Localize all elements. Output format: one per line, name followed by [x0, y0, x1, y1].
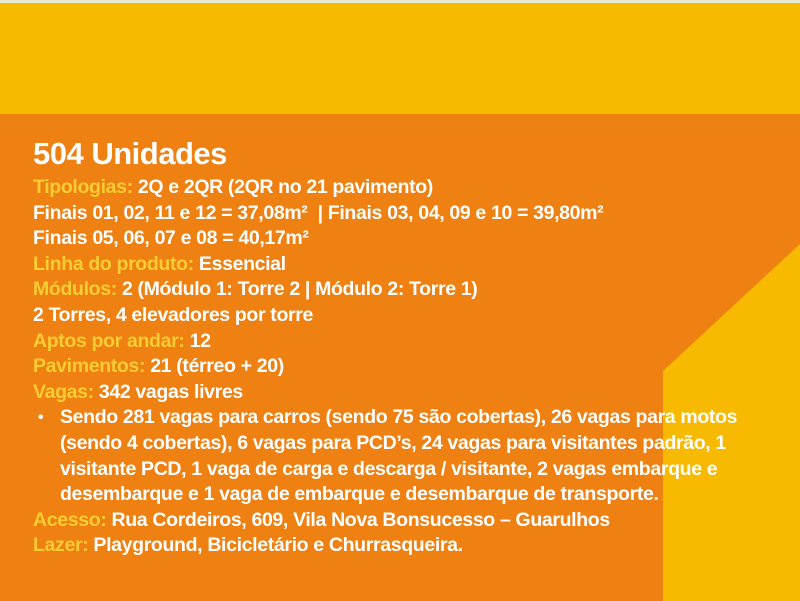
field-label: Linha do produto: [33, 252, 194, 275]
top-yellow-band [0, 3, 800, 114]
spec-content [33, 136, 763, 559]
spec-line-torres [33, 303, 763, 329]
field-value: 342 vagas livres [98, 380, 243, 403]
field-value: Finais 01, 02, 11 e 12 = 37,08m² | Finais 03, 04, 09 e 10 = 39,80m² [33, 201, 604, 224]
bullet-marker: • [38, 409, 44, 427]
field-value: Rua Cordeiros, 609, Vila Nova Bonsucesso – Guarulhos [111, 508, 610, 531]
spec-line-lazer [33, 533, 763, 559]
spec-line-tipologias [33, 175, 763, 201]
field-value: Finais 05, 06, 07 e 08 = 40,17m² [33, 227, 309, 250]
field-label: Aptos por andar: [33, 329, 185, 352]
spec-line-pavimentos [33, 354, 763, 380]
field-value: 2Q e 2QR (2QR no 21 pavimento) [137, 176, 433, 198]
field-value: 2 Torres, 4 elevadores por torre [33, 303, 313, 326]
field-value: Playground, Bicicletário e Churrasqueira. [93, 534, 463, 557]
spec-line-finais-b [33, 226, 763, 252]
bullet-item-vagas-detail [33, 405, 763, 507]
field-label: Pavimentos: [33, 355, 146, 378]
field-label: Tipologias: [33, 176, 133, 198]
field-value: 2 (Módulo 1: Torre 2 | Módulo 2: Torre 1) [121, 278, 478, 301]
spec-line-vagas [33, 380, 763, 406]
field-value: 12 [189, 329, 211, 352]
field-value: Essencial [198, 252, 286, 275]
page-title: 504 Unidades [33, 136, 227, 171]
spec-line-modulos [33, 277, 763, 303]
field-label: Lazer: [33, 534, 89, 557]
spec-line-aptos-por-andar [33, 329, 763, 355]
field-label: Acesso: [33, 508, 107, 531]
spec-line-linha-do-produto [33, 252, 763, 278]
spec-line-finais-a [33, 201, 763, 227]
spec-line-acesso [33, 508, 763, 534]
field-label: Módulos: [33, 278, 117, 301]
bullet-text: Sendo 281 vagas para carros (sendo 75 são cobertas), 26 vagas para motos (sendo 4 cobertas), 6 vagas para PCD’s, 24 vagas para visitantes padrão, 1 visitante PCD, 1 vaga de carga e descarga / visitante, 2 vagas embarque e desembarque e 1 vaga de embarque e desembarque de transporte. [60, 406, 743, 506]
field-value: 21 (térreo + 20) [150, 355, 284, 378]
field-label: Vagas: [33, 380, 94, 403]
